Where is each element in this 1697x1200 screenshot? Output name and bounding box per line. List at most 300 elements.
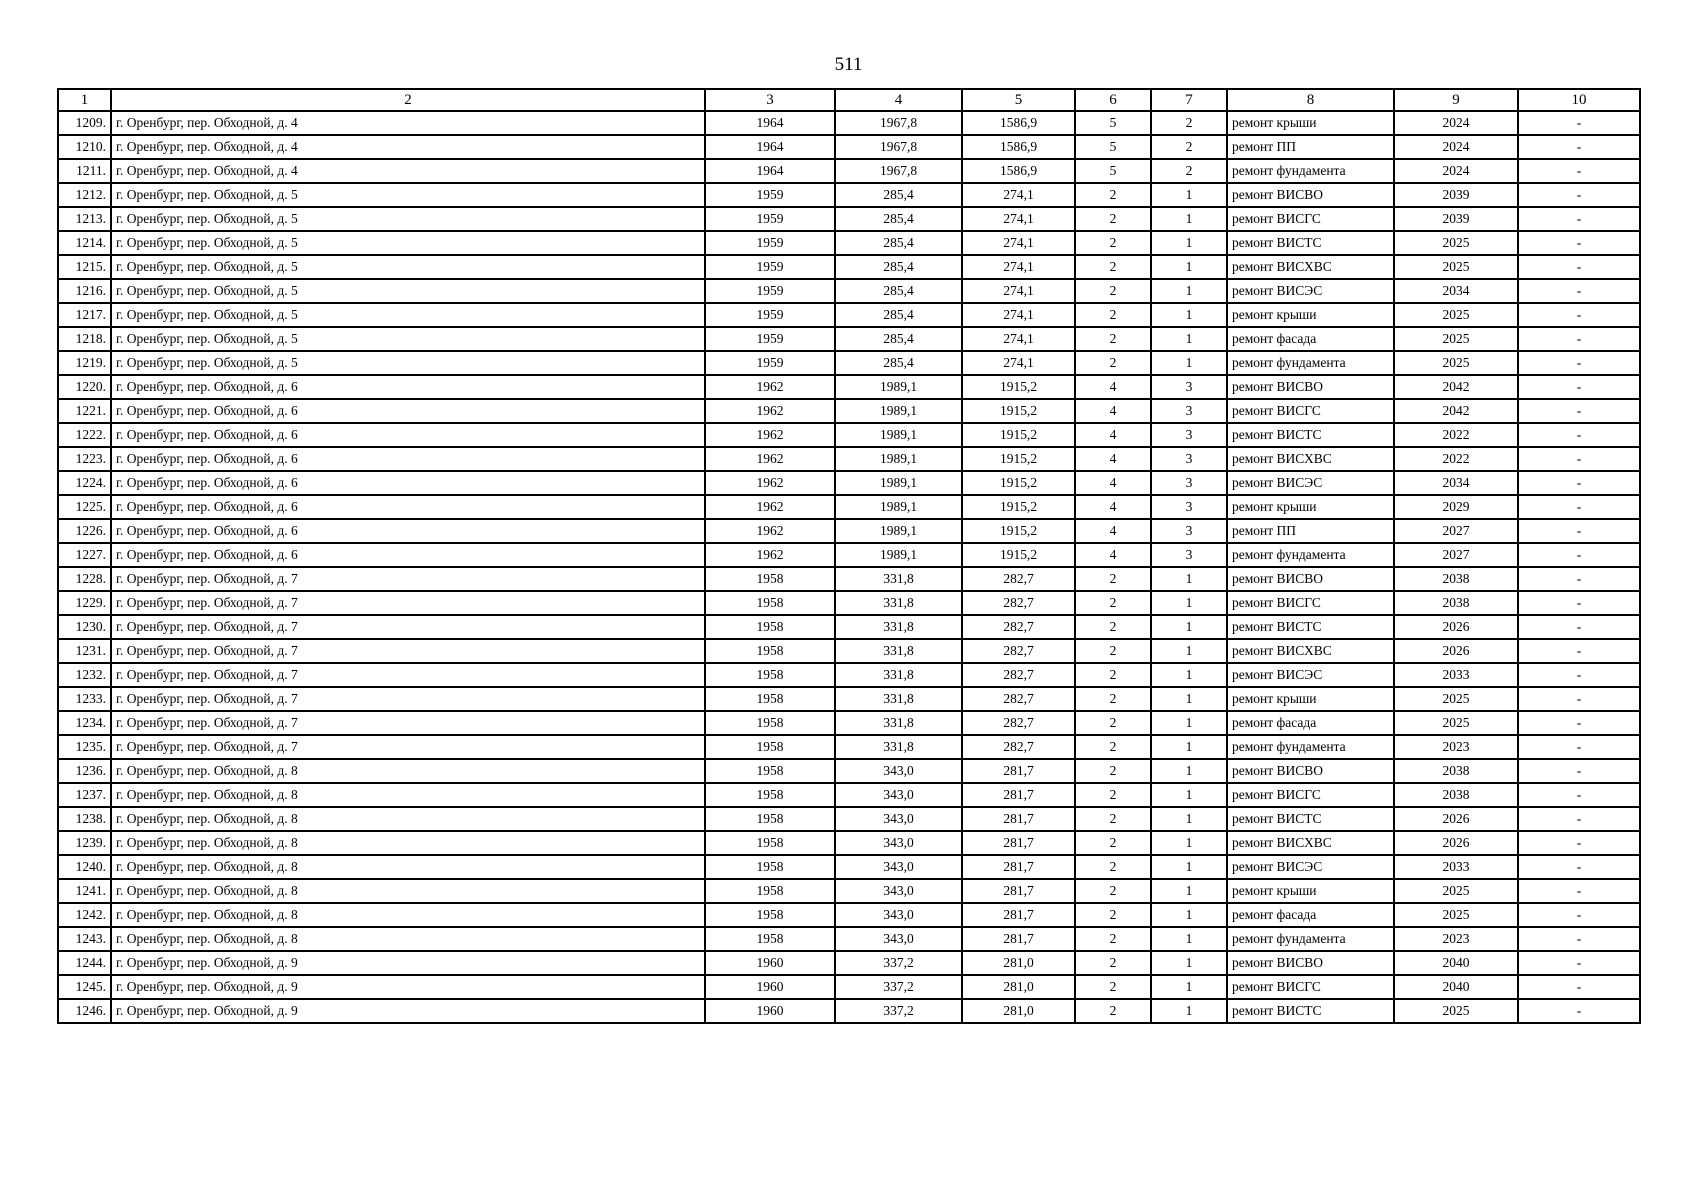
cell-total-area: 343,0 (835, 831, 962, 855)
cell-note: - (1518, 903, 1640, 927)
cell-year-built: 1958 (705, 663, 835, 687)
cell-work-type: ремонт ВИСХВС (1227, 255, 1394, 279)
cell-address: г. Оренбург, пер. Обходной, д. 9 (111, 975, 705, 999)
cell-living-area: 281,7 (962, 759, 1075, 783)
cell-living-area: 1586,9 (962, 159, 1075, 183)
cell-floors: 5 (1075, 135, 1151, 159)
cell-address: г. Оренбург, пер. Обходной, д. 6 (111, 495, 705, 519)
cell-note: - (1518, 591, 1640, 615)
cell-total-area: 285,4 (835, 231, 962, 255)
cell-entrances: 1 (1151, 855, 1227, 879)
cell-total-area: 337,2 (835, 951, 962, 975)
cell-floors: 2 (1075, 975, 1151, 999)
cell-work-type: ремонт крыши (1227, 495, 1394, 519)
cell-entrances: 2 (1151, 159, 1227, 183)
cell-address: г. Оренбург, пер. Обходной, д. 5 (111, 303, 705, 327)
cell-planned-year: 2025 (1394, 711, 1518, 735)
table-row (58, 135, 1640, 159)
cell-planned-year: 2040 (1394, 951, 1518, 975)
cell-floors: 2 (1075, 567, 1151, 591)
cell-entrances: 1 (1151, 231, 1227, 255)
cell-year-built: 1959 (705, 231, 835, 255)
cell-year-built: 1959 (705, 183, 835, 207)
cell-address: г. Оренбург, пер. Обходной, д. 8 (111, 927, 705, 951)
cell-total-area: 285,4 (835, 303, 962, 327)
cell-planned-year: 2025 (1394, 999, 1518, 1023)
table-row (58, 159, 1640, 183)
table-row (58, 783, 1640, 807)
cell-address: г. Оренбург, пер. Обходной, д. 8 (111, 879, 705, 903)
cell-row-number: 1231. (58, 639, 111, 663)
cell-year-built: 1962 (705, 495, 835, 519)
cell-living-area: 1915,2 (962, 375, 1075, 399)
cell-floors: 2 (1075, 807, 1151, 831)
cell-address: г. Оренбург, пер. Обходной, д. 4 (111, 111, 705, 135)
cell-year-built: 1958 (705, 759, 835, 783)
cell-total-area: 1989,1 (835, 471, 962, 495)
cell-floors: 2 (1075, 615, 1151, 639)
cell-year-built: 1962 (705, 375, 835, 399)
table-row (58, 279, 1640, 303)
column-header-5: 5 (962, 89, 1075, 111)
cell-note: - (1518, 279, 1640, 303)
cell-floors: 2 (1075, 951, 1151, 975)
cell-note: - (1518, 879, 1640, 903)
cell-row-number: 1219. (58, 351, 111, 375)
cell-planned-year: 2038 (1394, 567, 1518, 591)
cell-entrances: 1 (1151, 903, 1227, 927)
cell-note: - (1518, 495, 1640, 519)
cell-note: - (1518, 711, 1640, 735)
cell-total-area: 1989,1 (835, 399, 962, 423)
cell-entrances: 1 (1151, 639, 1227, 663)
cell-address: г. Оренбург, пер. Обходной, д. 7 (111, 735, 705, 759)
cell-address: г. Оренбург, пер. Обходной, д. 6 (111, 471, 705, 495)
cell-floors: 2 (1075, 303, 1151, 327)
cell-row-number: 1216. (58, 279, 111, 303)
cell-address: г. Оренбург, пер. Обходной, д. 5 (111, 327, 705, 351)
cell-entrances: 1 (1151, 999, 1227, 1023)
cell-row-number: 1209. (58, 111, 111, 135)
cell-entrances: 1 (1151, 567, 1227, 591)
cell-living-area: 1915,2 (962, 543, 1075, 567)
cell-total-area: 343,0 (835, 855, 962, 879)
table-row (58, 375, 1640, 399)
cell-row-number: 1237. (58, 783, 111, 807)
cell-year-built: 1962 (705, 471, 835, 495)
cell-row-number: 1223. (58, 447, 111, 471)
column-header-6: 6 (1075, 89, 1151, 111)
cell-planned-year: 2029 (1394, 495, 1518, 519)
cell-note: - (1518, 975, 1640, 999)
cell-entrances: 3 (1151, 423, 1227, 447)
table-row (58, 231, 1640, 255)
cell-floors: 2 (1075, 759, 1151, 783)
cell-address: г. Оренбург, пер. Обходной, д. 8 (111, 903, 705, 927)
table-body (58, 111, 1640, 1023)
cell-living-area: 282,7 (962, 711, 1075, 735)
cell-work-type: ремонт ВИСВО (1227, 759, 1394, 783)
cell-year-built: 1960 (705, 999, 835, 1023)
cell-work-type: ремонт крыши (1227, 687, 1394, 711)
table-row (58, 567, 1640, 591)
cell-row-number: 1230. (58, 615, 111, 639)
cell-total-area: 1989,1 (835, 519, 962, 543)
table-row (58, 639, 1640, 663)
cell-living-area: 274,1 (962, 207, 1075, 231)
cell-floors: 4 (1075, 375, 1151, 399)
cell-planned-year: 2039 (1394, 207, 1518, 231)
cell-row-number: 1246. (58, 999, 111, 1023)
cell-floors: 2 (1075, 855, 1151, 879)
cell-note: - (1518, 927, 1640, 951)
cell-address: г. Оренбург, пер. Обходной, д. 5 (111, 183, 705, 207)
cell-work-type: ремонт ВИСВО (1227, 375, 1394, 399)
cell-entrances: 1 (1151, 663, 1227, 687)
cell-entrances: 1 (1151, 303, 1227, 327)
cell-total-area: 343,0 (835, 783, 962, 807)
cell-entrances: 3 (1151, 543, 1227, 567)
cell-address: г. Оренбург, пер. Обходной, д. 6 (111, 543, 705, 567)
cell-year-built: 1958 (705, 831, 835, 855)
cell-total-area: 331,8 (835, 711, 962, 735)
cell-note: - (1518, 855, 1640, 879)
table-row (58, 663, 1640, 687)
column-header-1: 1 (58, 89, 111, 111)
table-row (58, 735, 1640, 759)
cell-total-area: 1967,8 (835, 135, 962, 159)
cell-row-number: 1238. (58, 807, 111, 831)
cell-floors: 4 (1075, 495, 1151, 519)
cell-address: г. Оренбург, пер. Обходной, д. 8 (111, 783, 705, 807)
table-row (58, 927, 1640, 951)
cell-work-type: ремонт ВИСВО (1227, 951, 1394, 975)
cell-planned-year: 2022 (1394, 423, 1518, 447)
cell-work-type: ремонт ВИСТС (1227, 615, 1394, 639)
cell-planned-year: 2039 (1394, 183, 1518, 207)
cell-year-built: 1964 (705, 159, 835, 183)
cell-entrances: 1 (1151, 591, 1227, 615)
cell-entrances: 3 (1151, 495, 1227, 519)
cell-address: г. Оренбург, пер. Обходной, д. 6 (111, 447, 705, 471)
cell-address: г. Оренбург, пер. Обходной, д. 6 (111, 375, 705, 399)
cell-entrances: 3 (1151, 375, 1227, 399)
cell-floors: 2 (1075, 783, 1151, 807)
cell-living-area: 281,7 (962, 927, 1075, 951)
cell-floors: 5 (1075, 159, 1151, 183)
cell-living-area: 1915,2 (962, 399, 1075, 423)
cell-living-area: 281,0 (962, 951, 1075, 975)
cell-address: г. Оренбург, пер. Обходной, д. 7 (111, 639, 705, 663)
cell-year-built: 1959 (705, 279, 835, 303)
cell-row-number: 1217. (58, 303, 111, 327)
cell-total-area: 331,8 (835, 687, 962, 711)
cell-floors: 2 (1075, 351, 1151, 375)
cell-row-number: 1214. (58, 231, 111, 255)
cell-work-type: ремонт крыши (1227, 303, 1394, 327)
table-row (58, 975, 1640, 999)
table-row (58, 207, 1640, 231)
cell-address: г. Оренбург, пер. Обходной, д. 9 (111, 999, 705, 1023)
cell-year-built: 1958 (705, 879, 835, 903)
cell-entrances: 1 (1151, 711, 1227, 735)
cell-floors: 2 (1075, 999, 1151, 1023)
cell-row-number: 1232. (58, 663, 111, 687)
cell-note: - (1518, 207, 1640, 231)
cell-row-number: 1235. (58, 735, 111, 759)
cell-year-built: 1958 (705, 855, 835, 879)
cell-living-area: 282,7 (962, 735, 1075, 759)
cell-work-type: ремонт ВИСВО (1227, 567, 1394, 591)
cell-row-number: 1210. (58, 135, 111, 159)
cell-living-area: 281,7 (962, 879, 1075, 903)
cell-note: - (1518, 303, 1640, 327)
cell-work-type: ремонт крыши (1227, 879, 1394, 903)
cell-year-built: 1958 (705, 567, 835, 591)
cell-total-area: 337,2 (835, 975, 962, 999)
table-row (58, 999, 1640, 1023)
cell-note: - (1518, 423, 1640, 447)
cell-planned-year: 2025 (1394, 303, 1518, 327)
cell-year-built: 1958 (705, 783, 835, 807)
cell-planned-year: 2027 (1394, 519, 1518, 543)
cell-year-built: 1959 (705, 351, 835, 375)
cell-row-number: 1243. (58, 927, 111, 951)
cell-work-type: ремонт фундамента (1227, 927, 1394, 951)
cell-total-area: 285,4 (835, 255, 962, 279)
cell-planned-year: 2026 (1394, 807, 1518, 831)
cell-year-built: 1960 (705, 975, 835, 999)
column-header-10: 10 (1518, 89, 1640, 111)
cell-work-type: ремонт крыши (1227, 111, 1394, 135)
cell-living-area: 281,0 (962, 975, 1075, 999)
cell-note: - (1518, 951, 1640, 975)
cell-entrances: 1 (1151, 327, 1227, 351)
cell-total-area: 331,8 (835, 735, 962, 759)
cell-entrances: 1 (1151, 975, 1227, 999)
cell-living-area: 1915,2 (962, 471, 1075, 495)
cell-floors: 2 (1075, 831, 1151, 855)
cell-entrances: 2 (1151, 135, 1227, 159)
cell-planned-year: 2033 (1394, 663, 1518, 687)
cell-address: г. Оренбург, пер. Обходной, д. 8 (111, 807, 705, 831)
cell-address: г. Оренбург, пер. Обходной, д. 6 (111, 399, 705, 423)
cell-note: - (1518, 759, 1640, 783)
table-row (58, 351, 1640, 375)
cell-work-type: ремонт ВИСГС (1227, 783, 1394, 807)
table-row (58, 591, 1640, 615)
cell-living-area: 282,7 (962, 615, 1075, 639)
cell-living-area: 274,1 (962, 351, 1075, 375)
cell-row-number: 1240. (58, 855, 111, 879)
cell-entrances: 3 (1151, 519, 1227, 543)
cell-entrances: 1 (1151, 615, 1227, 639)
cell-entrances: 1 (1151, 207, 1227, 231)
cell-planned-year: 2025 (1394, 327, 1518, 351)
cell-work-type: ремонт ВИСТС (1227, 231, 1394, 255)
cell-total-area: 343,0 (835, 903, 962, 927)
cell-note: - (1518, 567, 1640, 591)
cell-work-type: ремонт фасада (1227, 327, 1394, 351)
cell-note: - (1518, 543, 1640, 567)
cell-note: - (1518, 735, 1640, 759)
cell-address: г. Оренбург, пер. Обходной, д. 7 (111, 591, 705, 615)
cell-planned-year: 2042 (1394, 375, 1518, 399)
cell-note: - (1518, 807, 1640, 831)
cell-floors: 5 (1075, 111, 1151, 135)
cell-row-number: 1224. (58, 471, 111, 495)
cell-floors: 2 (1075, 255, 1151, 279)
cell-year-built: 1964 (705, 135, 835, 159)
cell-floors: 2 (1075, 927, 1151, 951)
cell-address: г. Оренбург, пер. Обходной, д. 8 (111, 855, 705, 879)
cell-living-area: 274,1 (962, 327, 1075, 351)
cell-entrances: 3 (1151, 399, 1227, 423)
cell-work-type: ремонт ПП (1227, 519, 1394, 543)
table-row (58, 327, 1640, 351)
cell-row-number: 1234. (58, 711, 111, 735)
cell-total-area: 1989,1 (835, 543, 962, 567)
cell-row-number: 1226. (58, 519, 111, 543)
cell-work-type: ремонт ВИСГС (1227, 207, 1394, 231)
cell-living-area: 1586,9 (962, 111, 1075, 135)
cell-address: г. Оренбург, пер. Обходной, д. 7 (111, 663, 705, 687)
table-row (58, 807, 1640, 831)
cell-row-number: 1220. (58, 375, 111, 399)
cell-floors: 4 (1075, 543, 1151, 567)
cell-living-area: 1915,2 (962, 447, 1075, 471)
repair-program-table (57, 88, 1641, 1024)
cell-planned-year: 2023 (1394, 927, 1518, 951)
cell-note: - (1518, 639, 1640, 663)
cell-note: - (1518, 255, 1640, 279)
cell-planned-year: 2027 (1394, 543, 1518, 567)
cell-total-area: 1989,1 (835, 423, 962, 447)
cell-work-type: ремонт ВИСХВС (1227, 639, 1394, 663)
table-row (58, 111, 1640, 135)
cell-year-built: 1958 (705, 903, 835, 927)
table-row (58, 903, 1640, 927)
cell-work-type: ремонт ВИСТС (1227, 423, 1394, 447)
cell-note: - (1518, 783, 1640, 807)
cell-year-built: 1962 (705, 423, 835, 447)
cell-total-area: 331,8 (835, 615, 962, 639)
cell-living-area: 274,1 (962, 279, 1075, 303)
cell-living-area: 282,7 (962, 663, 1075, 687)
cell-year-built: 1958 (705, 591, 835, 615)
cell-living-area: 282,7 (962, 567, 1075, 591)
cell-living-area: 281,7 (962, 855, 1075, 879)
cell-address: г. Оренбург, пер. Обходной, д. 7 (111, 615, 705, 639)
cell-year-built: 1962 (705, 399, 835, 423)
cell-planned-year: 2024 (1394, 111, 1518, 135)
page-number: 511 (834, 54, 863, 75)
cell-total-area: 331,8 (835, 663, 962, 687)
cell-row-number: 1211. (58, 159, 111, 183)
cell-row-number: 1244. (58, 951, 111, 975)
cell-work-type: ремонт ВИСЭС (1227, 663, 1394, 687)
cell-floors: 2 (1075, 183, 1151, 207)
cell-floors: 4 (1075, 471, 1151, 495)
cell-floors: 4 (1075, 399, 1151, 423)
cell-total-area: 1967,8 (835, 111, 962, 135)
cell-entrances: 1 (1151, 831, 1227, 855)
cell-year-built: 1962 (705, 543, 835, 567)
cell-address: г. Оренбург, пер. Обходной, д. 6 (111, 519, 705, 543)
cell-year-built: 1958 (705, 927, 835, 951)
cell-living-area: 274,1 (962, 255, 1075, 279)
cell-entrances: 1 (1151, 351, 1227, 375)
cell-address: г. Оренбург, пер. Обходной, д. 6 (111, 423, 705, 447)
cell-year-built: 1958 (705, 735, 835, 759)
cell-work-type: ремонт ВИСТС (1227, 999, 1394, 1023)
cell-floors: 2 (1075, 735, 1151, 759)
cell-work-type: ремонт фундамента (1227, 543, 1394, 567)
cell-row-number: 1215. (58, 255, 111, 279)
cell-entrances: 3 (1151, 471, 1227, 495)
cell-floors: 2 (1075, 327, 1151, 351)
cell-planned-year: 2034 (1394, 279, 1518, 303)
cell-work-type: ремонт ВИСЭС (1227, 279, 1394, 303)
cell-planned-year: 2042 (1394, 399, 1518, 423)
cell-floors: 2 (1075, 687, 1151, 711)
cell-address: г. Оренбург, пер. Обходной, д. 5 (111, 207, 705, 231)
cell-floors: 2 (1075, 663, 1151, 687)
cell-planned-year: 2025 (1394, 687, 1518, 711)
cell-address: г. Оренбург, пер. Обходной, д. 7 (111, 687, 705, 711)
cell-living-area: 1915,2 (962, 495, 1075, 519)
cell-work-type: ремонт ВИСГС (1227, 975, 1394, 999)
cell-work-type: ремонт фундамента (1227, 351, 1394, 375)
cell-note: - (1518, 615, 1640, 639)
cell-planned-year: 2033 (1394, 855, 1518, 879)
cell-floors: 4 (1075, 423, 1151, 447)
cell-entrances: 1 (1151, 183, 1227, 207)
cell-total-area: 1989,1 (835, 375, 962, 399)
cell-total-area: 331,8 (835, 591, 962, 615)
cell-note: - (1518, 111, 1640, 135)
cell-year-built: 1959 (705, 255, 835, 279)
cell-total-area: 343,0 (835, 879, 962, 903)
cell-entrances: 1 (1151, 951, 1227, 975)
cell-total-area: 337,2 (835, 999, 962, 1023)
cell-note: - (1518, 159, 1640, 183)
cell-living-area: 281,7 (962, 903, 1075, 927)
cell-floors: 2 (1075, 279, 1151, 303)
cell-living-area: 274,1 (962, 231, 1075, 255)
cell-floors: 2 (1075, 903, 1151, 927)
cell-planned-year: 2025 (1394, 351, 1518, 375)
cell-note: - (1518, 663, 1640, 687)
cell-year-built: 1962 (705, 447, 835, 471)
cell-entrances: 2 (1151, 111, 1227, 135)
cell-total-area: 331,8 (835, 567, 962, 591)
column-header-2: 2 (111, 89, 705, 111)
cell-living-area: 1586,9 (962, 135, 1075, 159)
cell-living-area: 282,7 (962, 687, 1075, 711)
cell-entrances: 1 (1151, 735, 1227, 759)
cell-entrances: 1 (1151, 759, 1227, 783)
cell-living-area: 282,7 (962, 591, 1075, 615)
cell-address: г. Оренбург, пер. Обходной, д. 5 (111, 231, 705, 255)
cell-total-area: 285,4 (835, 183, 962, 207)
cell-entrances: 1 (1151, 255, 1227, 279)
cell-total-area: 285,4 (835, 351, 962, 375)
cell-row-number: 1225. (58, 495, 111, 519)
cell-row-number: 1218. (58, 327, 111, 351)
cell-living-area: 1915,2 (962, 423, 1075, 447)
table-row (58, 183, 1640, 207)
